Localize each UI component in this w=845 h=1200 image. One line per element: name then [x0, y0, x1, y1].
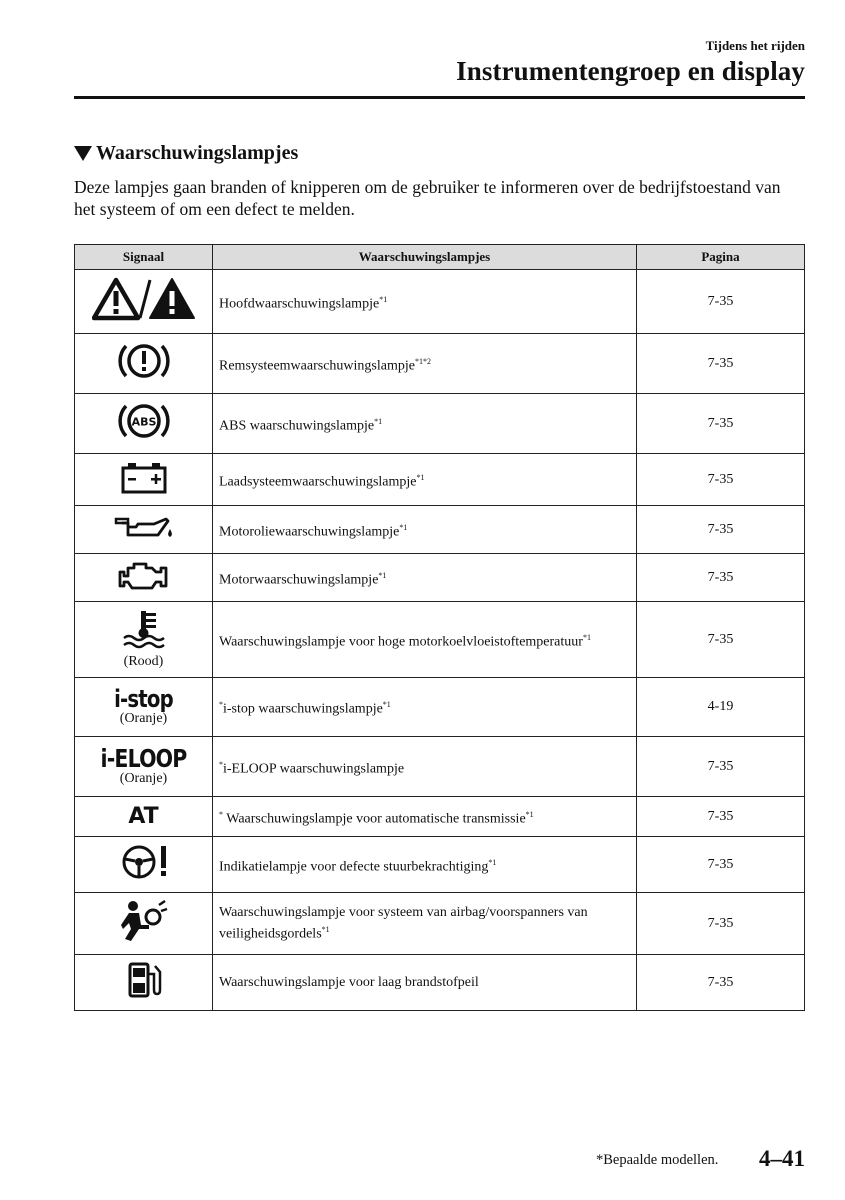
description-cell: [213, 797, 637, 837]
footnote-marker-before: *: [219, 759, 223, 769]
footnote-legend: *Bepaalde modellen.: [596, 1152, 719, 1168]
color-note: (Oranje): [119, 711, 168, 726]
footnote-marker: *1: [416, 472, 425, 482]
page-number: 4–41: [759, 1146, 805, 1171]
signal-cell: [75, 737, 213, 797]
table-row: [75, 334, 805, 394]
airbag-icon: [119, 899, 169, 943]
column-header-page: Pagina: [637, 245, 805, 270]
description-cell: [213, 454, 637, 506]
table-row: [75, 678, 805, 737]
description-cell: [213, 678, 637, 737]
description-cell: [213, 893, 637, 955]
description-text: i-ELOOP waarschuwingslampje: [223, 761, 405, 777]
table-row: [75, 797, 805, 837]
footnote-marker-before: *: [219, 700, 223, 710]
description-cell: [213, 334, 637, 394]
column-header-lights: Waarschuwingslampjes: [213, 245, 637, 270]
at-icon: AT: [128, 803, 159, 829]
page-cell: 7-35: [637, 506, 805, 554]
description-cell: [213, 737, 637, 797]
signal-cell: [75, 270, 213, 334]
column-header-signal: Signaal: [75, 245, 213, 270]
section-title: Waarschuwingslampjes: [96, 142, 299, 164]
description-text: Waarschuwingslampje voor laag brandstofpeil: [219, 975, 479, 990]
description-text: ABS waarschuwingslampje: [219, 418, 375, 434]
signal-cell: [75, 893, 213, 955]
signal-cell: [75, 955, 213, 1011]
description-cell: [213, 955, 637, 1011]
footnote-marker: *1: [525, 809, 534, 819]
signal-cell: [75, 678, 213, 737]
description-text: Waarschuwingslampje voor systeem van airbag/voorspanners van veiligheidsgordels: [219, 905, 588, 942]
oil-can-icon: [114, 513, 174, 541]
table-row: [75, 737, 805, 797]
footnote-marker: *1: [382, 700, 391, 710]
power-steering-icon: [117, 842, 171, 882]
page-title: Instrumentengroep en display: [456, 56, 805, 86]
signal-cell: [75, 554, 213, 602]
signal-cell: [75, 454, 213, 506]
page-cell: 7-35: [637, 602, 805, 678]
header-rule: [74, 96, 805, 99]
description-text: Laadsysteemwaarschuwingslampje: [219, 474, 417, 490]
footnote-marker: *1: [488, 857, 497, 867]
page-cell: 7-35: [637, 454, 805, 506]
description-cell: [213, 506, 637, 554]
table-row: [75, 394, 805, 454]
abs-icon: [116, 398, 172, 444]
intro-paragraph: Deze lampjes gaan branden of knipperen om de gebruiker te informeren over de bedrijfstoestand van het systeem of om een defect te melden.: [74, 177, 781, 219]
master-warning-icon: [92, 276, 196, 322]
footnote-marker: *1: [378, 570, 387, 580]
table-row: [75, 955, 805, 1011]
page-cell: 4-19: [637, 678, 805, 737]
table-row: [75, 893, 805, 955]
page-cell: 7-35: [637, 270, 805, 334]
signal-cell: [75, 394, 213, 454]
footnote-marker-before: *: [219, 809, 223, 819]
color-note: (Oranje): [119, 771, 168, 786]
engine-icon: [116, 559, 172, 591]
i-stop-icon: i-stop: [114, 685, 173, 713]
table-row: [75, 554, 805, 602]
description-cell: [213, 602, 637, 678]
section-heading: [74, 142, 298, 165]
chapter-label: Tijdens het rijden: [705, 38, 805, 53]
color-note: (Rood): [123, 654, 164, 669]
table-row: [75, 270, 805, 334]
description-text: Waarschuwingslampje voor automatische transmissie: [223, 811, 526, 827]
signal-cell: [75, 837, 213, 893]
footnote-marker: *1*2: [414, 356, 431, 366]
i-eloop-icon: i-ELOOP: [100, 744, 187, 773]
description-cell: [213, 554, 637, 602]
table-row: [75, 454, 805, 506]
page-cell: 7-35: [637, 893, 805, 955]
table-row: [75, 837, 805, 893]
footnote-marker: *1: [379, 294, 388, 304]
triangle-bullet-icon: [74, 146, 92, 161]
table-row: [75, 506, 805, 554]
footnote-marker: *1: [582, 632, 591, 642]
page-cell: 7-35: [637, 955, 805, 1011]
page-cell: 7-35: [637, 554, 805, 602]
signal-cell: [75, 602, 213, 678]
page-cell: 7-35: [637, 737, 805, 797]
footnote-marker: *1: [321, 925, 330, 935]
signal-cell: [75, 506, 213, 554]
description-text: Remsysteemwaarschuwingslampje: [219, 358, 415, 374]
abs-icon-label: ABS: [131, 415, 156, 429]
table-header-row: [75, 245, 805, 270]
description-cell: [213, 837, 637, 893]
footnote-marker: *1: [399, 522, 408, 532]
coolant-temperature-icon: [121, 609, 167, 649]
page-cell: 7-35: [637, 334, 805, 394]
description-text: Hoofdwaarschuwingslampje: [219, 296, 380, 312]
description-text: Motorwaarschuwingslampje: [219, 572, 379, 588]
fuel-icon: [124, 960, 164, 1000]
description-cell: [213, 394, 637, 454]
page-cell: 7-35: [637, 837, 805, 893]
page-cell: 7-35: [637, 394, 805, 454]
footnote-marker: *1: [374, 416, 383, 426]
battery-icon: [119, 460, 169, 494]
description-text: Waarschuwingslampje voor hoge motorkoelvloeistoftemperatuur: [219, 634, 583, 650]
page-cell: 7-35: [637, 797, 805, 837]
description-cell: [213, 270, 637, 334]
brake-system-icon: [116, 338, 172, 384]
signal-cell: [75, 334, 213, 394]
table-row: [75, 602, 805, 678]
description-text: i-stop waarschuwingslampje: [223, 701, 383, 717]
signal-cell: [75, 797, 213, 837]
warning-lights-table: [74, 244, 805, 1011]
description-text: Motoroliewaarschuwingslampje: [219, 524, 400, 540]
description-text: Indikatielampje voor defecte stuurbekrachtiging: [219, 859, 489, 875]
